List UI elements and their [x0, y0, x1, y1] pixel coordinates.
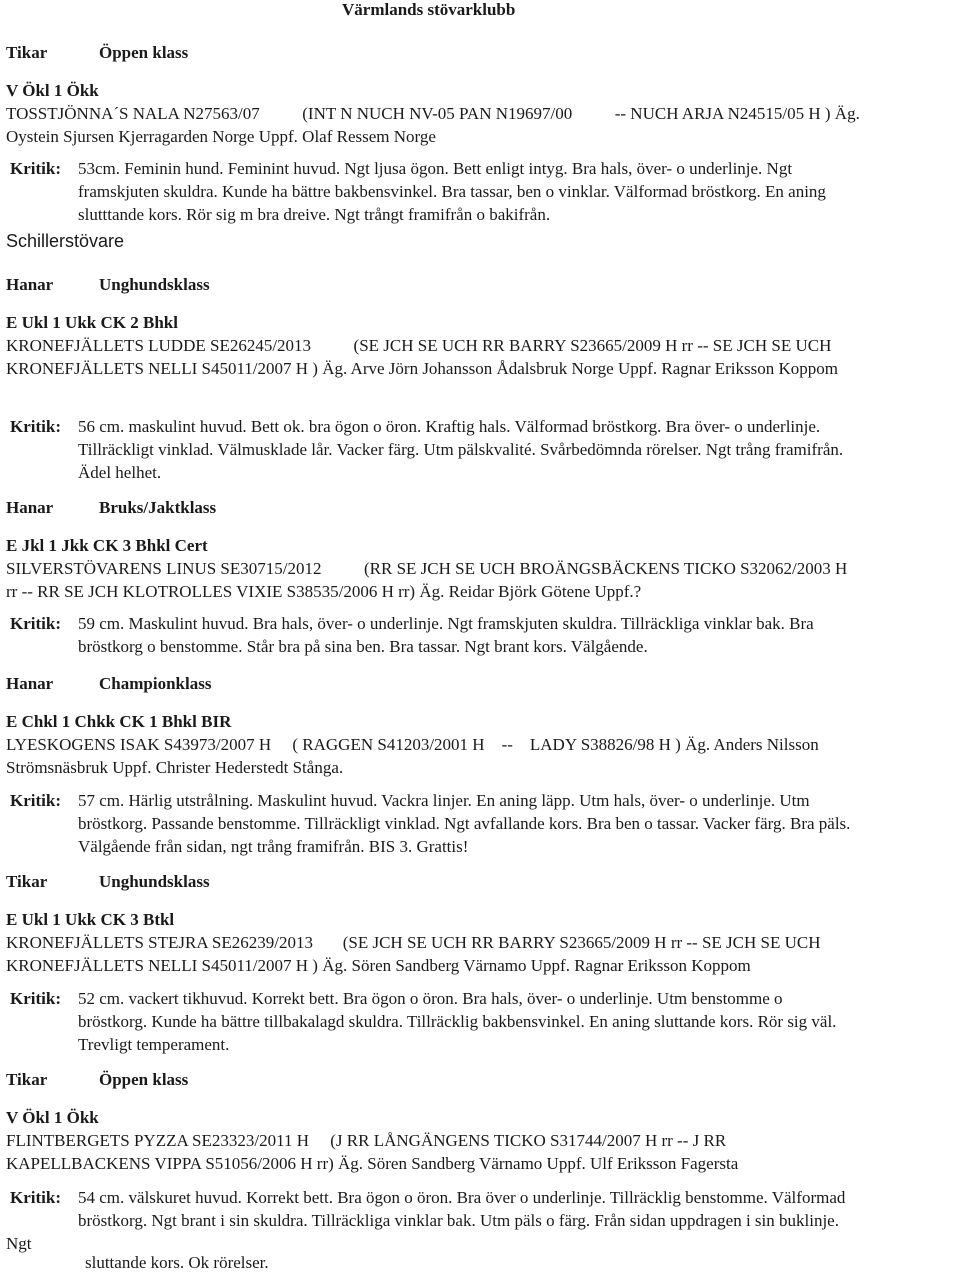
kritik-line: Ädel helhet. — [78, 463, 162, 482]
kritik-line: bröstkorg. Ngt brant i sin skuldra. Tillräckliga vinklar bak. Utm päls o färg. Från sidan uppdragen i sin buklinje. — [78, 1211, 839, 1230]
kritik-label: Kritik: — [10, 614, 61, 633]
dog-pedigree-line: TOSSTJÖNNA´S NALA N27563/07 (INT N NUCH NV-05 PAN N19697/00 -- NUCH ARJA N24515/05 H ) Äg. — [6, 104, 860, 123]
kritik-label: Kritik: — [10, 791, 61, 810]
kritik-label: Kritik: — [10, 989, 61, 1008]
kritik-label: Kritik: — [10, 159, 61, 178]
kritik-label: Kritik: — [10, 417, 61, 436]
award-line: E Ukl 1 Ukk CK 3 Btkl — [6, 910, 175, 929]
kritik-line: 54 cm. välskuret huvud. Korrekt bett. Bra ögon o öron. Bra över o underlinje. Tillräcklig benstomme. Välformad — [78, 1188, 846, 1207]
sex-label: Hanar — [6, 674, 54, 693]
kritik-line: bröstkorg. Passande benstomme. Tillräckligt vinklad. Ngt avfallande kors. Bra ben o tassar. Vacker färg. Bra päls. — [78, 814, 851, 833]
breed-heading: Schillerstövare — [6, 231, 125, 251]
dog-pedigree-line: LYESKOGENS ISAK S43973/2007 H ( RAGGEN S41203/2001 H -- LADY S38826/98 H ) Äg. Anders Nilsson — [6, 735, 819, 754]
dog-pedigree-line: KRONEFJÄLLETS STEJRA SE26239/2013 (SE JCH SE UCH RR BARRY S23665/2009 H rr -- SE JCH SE UCH — [6, 933, 821, 952]
kritik-line: sluttande kors. Ok rörelser. — [85, 1253, 269, 1272]
kritik-line: framskjuten skuldra. Kunde ha bättre bakbensvinkel. Bra tassar, ben o vinklar. Välformad bröstkorg. En aning — [78, 182, 826, 201]
class-label: Öppen klass — [99, 43, 189, 62]
kritik-line: Tillräckligt vinklad. Välmusklade lår. Vacker färg. Utm pälskvalité. Svårbedömnda rörelser. Ngt trång framifrån. — [78, 440, 844, 459]
award-line: E Ukl 1 Ukk CK 2 Bhkl — [6, 313, 178, 332]
sex-label: Hanar — [6, 275, 54, 294]
class-label: Unghundsklass — [99, 872, 210, 891]
dog-owner-line: KRONEFJÄLLETS NELLI S45011/2007 H ) Äg. Arve Jörn Johansson Ådalsbruk Norge Uppf. Ragnar Eriksson Koppom — [6, 359, 838, 378]
dog-pedigree-line: KRONEFJÄLLETS LUDDE SE26245/2013 (SE JCH SE UCH RR BARRY S23665/2009 H rr -- SE JCH SE UCH — [6, 336, 832, 355]
dog-owner-line: rr -- RR SE JCH KLOTROLLES VIXIE S38535/2006 H rr) Äg. Reidar Björk Götene Uppf.? — [6, 582, 642, 601]
kritik-line: bröstkorg. Kunde ha bättre tillbakalagd skuldra. Tillräcklig bakbensvinkel. En aning sluttande kors. Rör sig väl. — [78, 1012, 837, 1031]
kritik-line: bröstkorg o benstomme. Står bra på sina ben. Bra tassar. Ngt brant kors. Välgående. — [78, 637, 648, 656]
sex-label: Tikar — [6, 872, 48, 891]
class-label: Unghundsklass — [99, 275, 210, 294]
award-line: V Ökl 1 Ökk — [6, 1108, 99, 1127]
page-header: Värmlands stövarklubb — [342, 0, 516, 19]
sex-label: Tikar — [6, 1070, 48, 1089]
award-line: V Ökl 1 Ökk — [6, 81, 99, 100]
kritik-line: 59 cm. Maskulint huvud. Bra hals, över- o underlinje. Ngt framskjuten skuldra. Tillräckliga vinklar bak. Bra — [78, 614, 814, 633]
class-label: Öppen klass — [99, 1070, 189, 1089]
kritik-line: 57 cm. Härlig utstrålning. Maskulint huvud. Vackra linjer. En aning läpp. Utm hals, över- o underlinje. Utm — [78, 791, 810, 810]
kritik-line: slutttande kors. Rör sig m bra dreive. Ngt trångt framifrån o bakifrån. — [78, 205, 551, 224]
class-label: Championklass — [99, 674, 212, 693]
trailing-word: Ngt — [6, 1234, 32, 1253]
award-line: E Chkl 1 Chkk CK 1 Bhkl BIR — [6, 712, 232, 731]
dog-pedigree-line: FLINTBERGETS PYZZA SE23323/2011 H (J RR LÅNGÄNGENS TICKO S31744/2007 H rr -- J RR — [6, 1131, 727, 1150]
kritik-line: Trevligt temperament. — [78, 1035, 230, 1054]
kritik-line: Välgående från sidan, ngt trång framifrån. BIS 3. Grattis! — [78, 837, 469, 856]
sex-label: Hanar — [6, 498, 54, 517]
dog-owner-line: Oystein Sjursen Kjerragarden Norge Uppf. Olaf Ressem Norge — [6, 127, 436, 146]
dog-owner-line: Strömsnäsbruk Uppf. Christer Hederstedt Stånga. — [6, 758, 344, 777]
kritik-label: Kritik: — [10, 1188, 61, 1207]
award-line: E Jkl 1 Jkk CK 3 Bhkl Cert — [6, 536, 208, 555]
class-label: Bruks/Jaktklass — [99, 498, 217, 517]
dog-owner-line: KRONEFJÄLLETS NELLI S45011/2007 H ) Äg. Sören Sandberg Värnamo Uppf. Ragnar Eriksson Koppom — [6, 956, 751, 975]
sex-label: Tikar — [6, 43, 48, 62]
kritik-line: 53cm. Feminin hund. Feminint huvud. Ngt ljusa ögon. Bett enligt intyg. Bra hals, över- o underlinje. Ngt — [78, 159, 793, 178]
kritik-line: 56 cm. maskulint huvud. Bett ok. bra ögon o öron. Kraftig hals. Välformad bröstkorg. Bra över- o underlinje. — [78, 417, 821, 436]
dog-owner-line: KAPELLBACKENS VIPPA S51056/2006 H rr) Äg. Sören Sandberg Värnamo Uppf. Ulf Eriksson Fagersta — [6, 1154, 739, 1173]
kritik-line: 52 cm. vackert tikhuvud. Korrekt bett. Bra ögon o öron. Bra hals, över- o underlinje. Utm benstomme o — [78, 989, 783, 1008]
dog-pedigree-line: SILVERSTÖVARENS LINUS SE30715/2012 (RR SE JCH SE UCH BROÄNGSBÄCKENS TICKO S32062/2003 H — [6, 559, 848, 578]
